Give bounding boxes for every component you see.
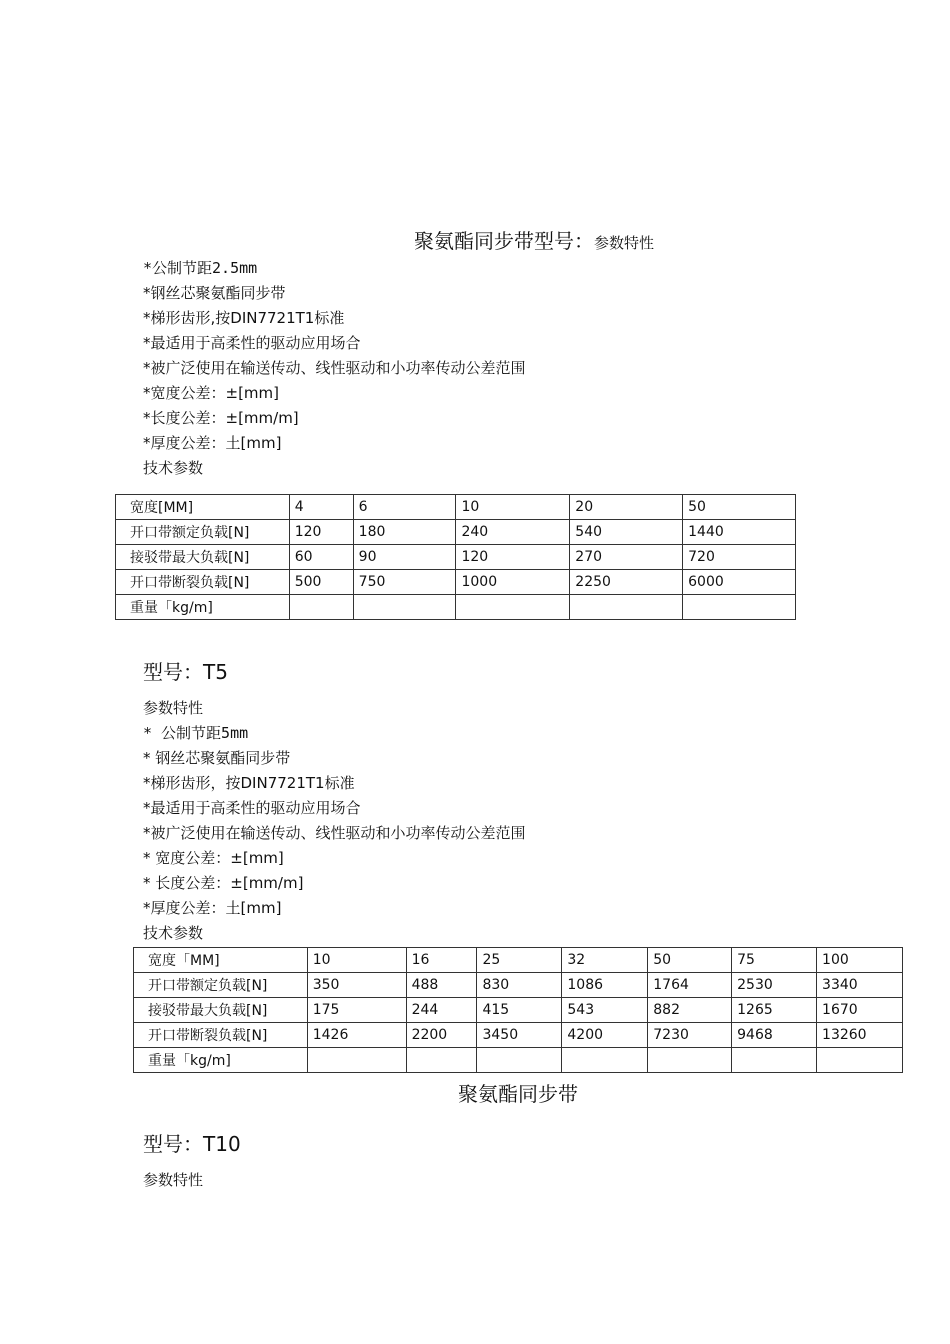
feature-line: *梯形齿形，按DIN7721T1标准 xyxy=(143,774,355,792)
section-title: 聚氨酯同步带 xyxy=(458,1082,578,1106)
table-cell xyxy=(683,595,796,620)
table-cell: 270 xyxy=(570,545,683,570)
table-cell xyxy=(289,595,353,620)
table-cell: 750 xyxy=(353,570,456,595)
table-cell xyxy=(570,595,683,620)
table-cell: 543 xyxy=(562,998,648,1023)
table-cell xyxy=(456,595,570,620)
table-cell: 4200 xyxy=(562,1023,648,1048)
table-cell: 1764 xyxy=(648,973,732,998)
table-cell xyxy=(648,1048,732,1073)
table-cell xyxy=(732,1048,817,1073)
section-heading: 参数特性 xyxy=(143,699,204,717)
page-title xyxy=(414,225,654,254)
table-cell: 7230 xyxy=(648,1023,732,1048)
feature-line: * 宽度公差：±[mm] xyxy=(143,849,284,867)
row-label: 开口带断裂负载[N] xyxy=(134,1023,308,1048)
table-cell: 50 xyxy=(648,948,732,973)
table-cell: 350 xyxy=(307,973,406,998)
table-cell: 60 xyxy=(289,545,353,570)
section-heading: 技术参数 xyxy=(143,459,204,477)
feature-line: *厚度公差：土[mm] xyxy=(143,899,282,917)
table-cell: 75 xyxy=(732,948,817,973)
feature-line: *宽度公差：±[mm] xyxy=(143,384,279,402)
table-cell: 1440 xyxy=(683,520,796,545)
row-label: 接驳带最大负载[N] xyxy=(134,998,308,1023)
table-cell: 4 xyxy=(289,495,353,520)
feature-line: *梯形齿形,按DIN7721T1标准 xyxy=(143,309,345,327)
table-row xyxy=(116,545,796,570)
feature-line: *公制节距2.5mm xyxy=(143,259,258,277)
table-cell: 6 xyxy=(353,495,456,520)
table-cell: 1265 xyxy=(732,998,817,1023)
table-cell: 175 xyxy=(307,998,406,1023)
feature-line: *长度公差：±[mm/m] xyxy=(143,409,299,427)
table-row xyxy=(116,495,796,520)
row-label: 重量「kg/m] xyxy=(116,595,290,620)
table-cell: 488 xyxy=(406,973,477,998)
table-cell: 100 xyxy=(817,948,903,973)
table-cell xyxy=(406,1048,477,1073)
spec-table-t25 xyxy=(115,494,796,620)
table-cell: 2530 xyxy=(732,973,817,998)
model-title-t5: 型号：T5 xyxy=(143,660,228,684)
table-cell: 244 xyxy=(406,998,477,1023)
table-cell: 2250 xyxy=(570,570,683,595)
table-row xyxy=(134,948,903,973)
table-row xyxy=(134,973,903,998)
table-cell: 830 xyxy=(477,973,562,998)
table-cell: 16 xyxy=(406,948,477,973)
feature-line: *最适用于高柔性的驱动应用场合 xyxy=(143,334,361,352)
spec-table-t5 xyxy=(133,947,903,1073)
table-cell: 10 xyxy=(456,495,570,520)
table-cell xyxy=(353,595,456,620)
title-main: 聚氨酯同步带型号： xyxy=(414,229,594,253)
table-cell: 50 xyxy=(683,495,796,520)
table-cell: 32 xyxy=(562,948,648,973)
table-row xyxy=(134,998,903,1023)
feature-line: *钢丝芯聚氨酯同步带 xyxy=(143,284,286,302)
table-cell: 120 xyxy=(289,520,353,545)
table-cell: 500 xyxy=(289,570,353,595)
table-cell: 1000 xyxy=(456,570,570,595)
table-cell: 25 xyxy=(477,948,562,973)
table-cell: 1426 xyxy=(307,1023,406,1048)
row-label: 重量「kg/m] xyxy=(134,1048,308,1073)
table-cell: 90 xyxy=(353,545,456,570)
table-cell xyxy=(562,1048,648,1073)
table-cell: 882 xyxy=(648,998,732,1023)
title-suffix: 参数特性 xyxy=(594,234,655,252)
feature-line: * 长度公差：±[mm/m] xyxy=(143,874,304,892)
section1-feature-list xyxy=(143,256,526,481)
table-cell: 180 xyxy=(353,520,456,545)
section2-feature-list xyxy=(143,696,526,946)
table-cell xyxy=(817,1048,903,1073)
row-label: 开口带额定负载[N] xyxy=(116,520,290,545)
section-heading: 技术参数 xyxy=(143,924,204,942)
feature-line: *被广泛使用在输送传动、线性驱动和小功率传动公差范围 xyxy=(143,824,526,842)
section3-feature-list xyxy=(143,1168,203,1193)
table-cell: 240 xyxy=(456,520,570,545)
row-label: 接驳带最大负载[N] xyxy=(116,545,290,570)
table-cell: 20 xyxy=(570,495,683,520)
table-cell: 10 xyxy=(307,948,406,973)
model-title-t10: 型号：T10 xyxy=(143,1132,241,1156)
table-cell: 13260 xyxy=(817,1023,903,1048)
table-cell xyxy=(307,1048,406,1073)
table-row xyxy=(116,570,796,595)
feature-line: *最适用于高柔性的驱动应用场合 xyxy=(143,799,361,817)
row-label: 宽度[MM] xyxy=(116,495,290,520)
table-row xyxy=(116,595,796,620)
row-label: 宽度「MM] xyxy=(134,948,308,973)
table-row xyxy=(134,1023,903,1048)
table-cell xyxy=(477,1048,562,1073)
table-cell: 120 xyxy=(456,545,570,570)
table-cell: 3340 xyxy=(817,973,903,998)
feature-line: * 钢丝芯聚氨酯同步带 xyxy=(143,749,291,767)
table-cell: 1670 xyxy=(817,998,903,1023)
table-cell: 1086 xyxy=(562,973,648,998)
row-label: 开口带断裂负载[N] xyxy=(116,570,290,595)
feature-line: *被广泛使用在输送传动、线性驱动和小功率传动公差范围 xyxy=(143,359,526,377)
table-row xyxy=(134,1048,903,1073)
table-cell: 6000 xyxy=(683,570,796,595)
table-cell: 415 xyxy=(477,998,562,1023)
table-cell: 9468 xyxy=(732,1023,817,1048)
row-label: 开口带额定负载[N] xyxy=(134,973,308,998)
table-cell: 720 xyxy=(683,545,796,570)
table-cell: 540 xyxy=(570,520,683,545)
feature-line: *厚度公差：土[mm] xyxy=(143,434,282,452)
table-row xyxy=(116,520,796,545)
feature-line: * 公制节距5mm xyxy=(143,724,249,742)
table-cell: 2200 xyxy=(406,1023,477,1048)
table-cell: 3450 xyxy=(477,1023,562,1048)
section-heading: 参数特性 xyxy=(143,1171,204,1189)
